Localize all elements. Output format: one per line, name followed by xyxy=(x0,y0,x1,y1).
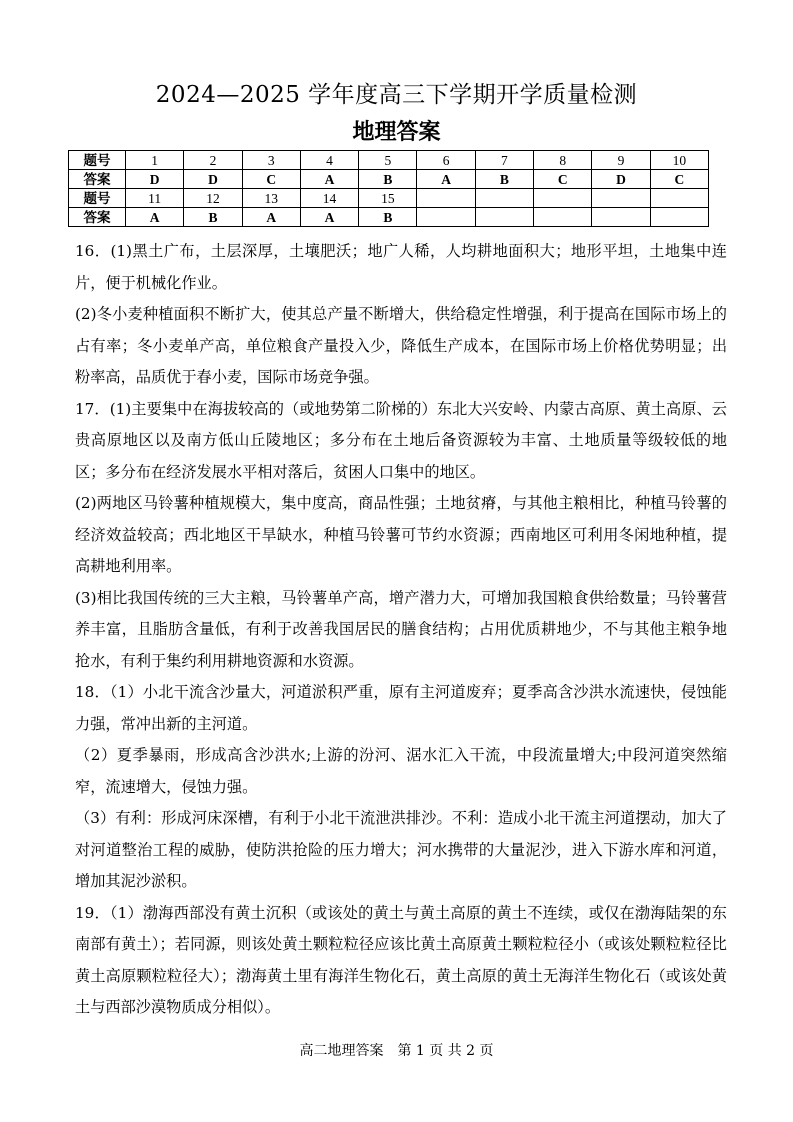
table-cell xyxy=(417,189,475,208)
table-cell xyxy=(475,208,533,227)
table-cell: A xyxy=(300,208,358,227)
table-cell: 3 xyxy=(242,151,300,170)
row-label: 答案 xyxy=(69,170,126,189)
table-cell: D xyxy=(126,170,184,189)
table-cell xyxy=(592,208,650,227)
table-cell: B xyxy=(475,170,533,189)
table-cell: 7 xyxy=(475,151,533,170)
table-cell: 5 xyxy=(359,151,417,170)
answer-paragraph: (2)两地区马铃薯种植规模大，集中度高，商品性强；土地贫瘠，与其他主粮相比，种植马铃薯的经济效益较高；西北地区干旱缺水，种植马铃薯可节约水资源；西南地区可利用冬闲地种植，提高耕地利用率。 xyxy=(75,494,727,575)
row-label: 答案 xyxy=(69,208,126,227)
table-cell: C xyxy=(534,170,592,189)
table-cell xyxy=(475,189,533,208)
table-cell: A xyxy=(242,208,300,227)
table-cell: B xyxy=(359,170,417,189)
table-cell: 13 xyxy=(242,189,300,208)
answer-row xyxy=(69,170,709,189)
row-label: 题号 xyxy=(69,151,126,170)
answer-row xyxy=(69,208,709,227)
table-cell xyxy=(417,208,475,227)
table-cell: 6 xyxy=(417,151,475,170)
table-cell: 11 xyxy=(126,189,184,208)
table-cell xyxy=(650,208,708,227)
page-footer: 高二地理答案 第 1 页 共 2 页 xyxy=(299,1043,494,1059)
table-cell: D xyxy=(592,170,650,189)
table-cell xyxy=(592,189,650,208)
table-cell: 12 xyxy=(184,189,242,208)
table-cell: 4 xyxy=(300,151,358,170)
row-label: 题号 xyxy=(69,189,126,208)
answer-paragraph: 17．(1)主要集中在海拔较高的（或地势第二阶梯的）东北大兴安岭、内蒙古高原、黄土高原、云贵高原地区以及南方低山丘陵地区；多分布在土地后备资源较为丰富、土地质量等级较低的地区；多分布在经济发展水平相对落后，贫困人口集中的地区。 xyxy=(75,399,727,481)
table-cell: 14 xyxy=(300,189,358,208)
table-cell: A xyxy=(417,170,475,189)
question-number-row xyxy=(69,189,709,208)
table-cell: 1 xyxy=(126,151,184,170)
table-cell: 9 xyxy=(592,151,650,170)
answer-paragraph: 16．(1)黑土广布，土层深厚，土壤肥沃；地广人稀，人均耕地面积大；地形平坦，土地集中连片，便于机械化作业。 xyxy=(75,242,727,292)
answer-paragraph: (3)相比我国传统的三大主粮，马铃薯单产高，增产潜力大，可增加我国粮食供给数量；马铃薯营养丰富，且脂肪含量低，有利于改善我国居民的膳食结构；占用优质耕地少，不与其他主粮争地抢水，有利于集约利用耕地资源和水资源。 xyxy=(75,588,727,670)
answer-paragraph: (2)冬小麦种植面积不断扩大，使其总产量不断增大，供给稳定性增强，利于提高在国际市场上的占有率；冬小麦单产高，单位粮食产量投入少，降低生产成本，在国际市场上价格优势明显；出粉率高，品质优于春小麦，国际市场竞争强。 xyxy=(75,305,727,386)
table-cell: B xyxy=(359,208,417,227)
table-cell: A xyxy=(300,170,358,189)
answer-paragraph: （3）有利：形成河床深槽，有利于小北干流泄洪排沙。不利：造成小北干流主河道摆动，加大了对河道整治工程的威胁，使防洪抢险的压力增大；河水携带的大量泥沙，进入下游水库和河道，增加其泥沙淤积。 xyxy=(75,809,727,890)
answer-paragraph: （2）夏季暴雨，形成高含沙洪水;上游的汾河、涺水汇入干流，中段流量增大;中段河道突然缩窄，流速增大，侵蚀力强。 xyxy=(75,746,727,796)
page-subtitle: 地理答案 xyxy=(352,119,441,145)
table-cell: 8 xyxy=(534,151,592,170)
table-cell: A xyxy=(126,208,184,227)
table-cell: 15 xyxy=(359,189,417,208)
table-cell: C xyxy=(242,170,300,189)
table-cell: C xyxy=(650,170,708,189)
table-cell: B xyxy=(184,208,242,227)
table-cell: 2 xyxy=(184,151,242,170)
answer-paragraph: 18．（1）小北干流含沙量大，河道淤积严重，原有主河道废弃；夏季高含沙洪水流速快，侵蚀能力强，常冲出新的主河道。 xyxy=(75,683,727,733)
answer-content xyxy=(75,236,727,1024)
answer-table xyxy=(68,150,709,227)
table-cell xyxy=(534,208,592,227)
answer-paragraph: 19．（1）渤海西部没有黄土沉积（或该处的黄土与黄土高原的黄土不连续，或仅在渤海陆架的东南部有黄土）；若同源，则该处黄土颗粒粒径应该比黄土高原黄土颗粒粒径小（或该处颗粒粒径比黄土高原颗粒粒径大）；渤海黄土里有海洋生物化石，黄土高原的黄土无海洋生物化石（或该处黄土与西部沙漠物质成分相似）。 xyxy=(75,903,727,1016)
question-number-row xyxy=(69,151,709,170)
table-cell: 10 xyxy=(650,151,708,170)
table-cell: D xyxy=(184,170,242,189)
page-title: 2024—2025 学年度高三下学期开学质量检测 xyxy=(155,82,638,108)
table-cell xyxy=(534,189,592,208)
table-cell xyxy=(650,189,708,208)
